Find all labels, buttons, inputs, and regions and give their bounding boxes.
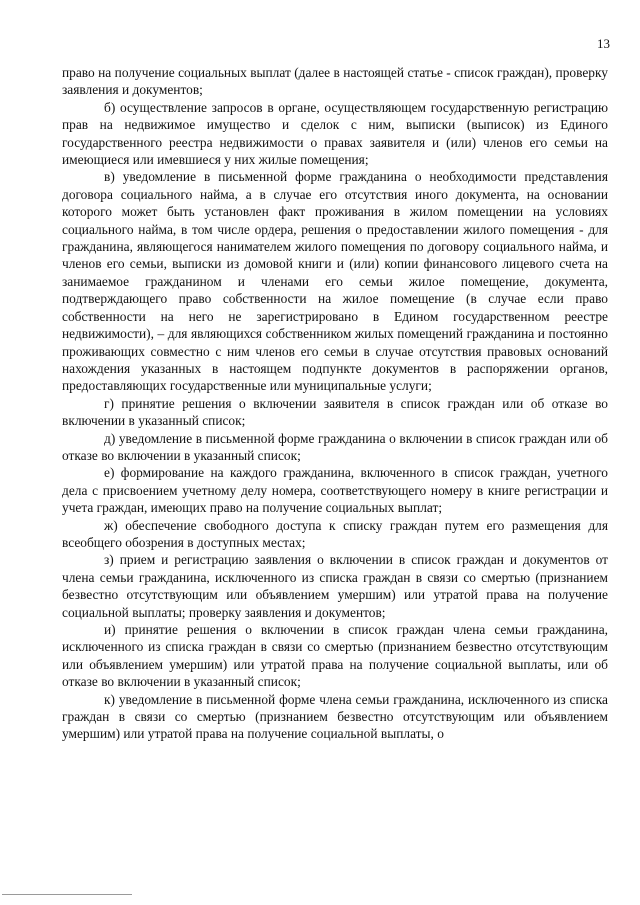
scan-edge-line (2, 894, 132, 895)
paragraph-item-d: д) уведомление в письменной форме гражданина о включении в список граждан или об отказе во включении в указанный список; (62, 430, 608, 463)
paragraph-continuation: право на получение социальных выплат (далее в настоящей статье - список граждан), проверку заявления и документов; (62, 65, 608, 98)
page-number: 13 (597, 36, 610, 51)
paragraph-item-k: к) уведомление в письменной форме члена семьи гражданина, исключенного из списка граждан в связи со смертью (признанием безвестно отсутствующим или объявлением умершим) или утратой права на получение социальной выплаты, о (62, 691, 608, 742)
paragraph-item-b: б) осуществление запросов в органе, осуществляющем государственную регистрацию прав на недвижимое имущество и сделок с ним, выписки (выписок) из Единого государственного реестра недвижимости о правах заявителя и (или) членов его семьи на имеющиеся или имевшиеся у них жилые помещения; (62, 99, 608, 168)
paragraph-item-g: г) принятие решения о включении заявителя в список граждан или об отказе во включении в указанный список; (62, 395, 608, 429)
paragraph-item-zh: ж) обеспечение свободного доступа к списку граждан путем его размещения для всеобщего обозрения в доступных местах; (62, 517, 608, 550)
document-body (62, 64, 608, 743)
paragraph-item-i: и) принятие решения о включении в список граждан члена семьи гражданина, исключенного из списка граждан в связи со смертью (признанием безвестно отсутствующим или объявлением умершим) или утратой права на получение социальной выплаты, или об отказе во включении в указанный список; (62, 622, 608, 690)
paragraph-item-e: е) формирование на каждого гражданина, включенного в список граждан, учетного дела с присвоением учетному делу номера, соответствующего номеру в книге регистрации и учета граждан, имеющих право на получение социальных выплат; (62, 465, 608, 516)
paragraph-item-z: з) прием и регистрацию заявления о включении в список граждан и документов от члена семьи гражданина, исключенного из списка граждан в связи со смертью (признанием безвестно отсутствующим или объявлением умершим) или утратой права на получение социальной выплаты; проверку заявления и документов; (62, 552, 608, 620)
paragraph-item-v: в) уведомление в письменной форме гражданина о необходимости представления договора социального найма, а в случае его отсутствия иного документа, на основании которого может быть установлен факт проживания в жилом помещении на условиях социального найма, в том числе ордера, решения о предоставлении жилого помещения - для гражданина, являющегося нанимателем жилого помещения по договору социального найма, и членов его семьи, выписки из домовой книги и (или) копии финансового лицевого счета на занимаемое гражданином и членами его семьи жилое помещение, документа, подтверждающего право собственности на жилое помещение (в случае если право собственности на него не зарегистрировано в Едином государственном реестре недвижимости), – для являющихся собственником жилых помещений гражданина и постоянно проживающих совместно с ним членов его семьи в случае отсутствия правовых оснований нахождения указанных в настоящем подпункте документов в распоряжении органов, предоставляющих государственные или муниципальные услуги; (62, 169, 608, 394)
